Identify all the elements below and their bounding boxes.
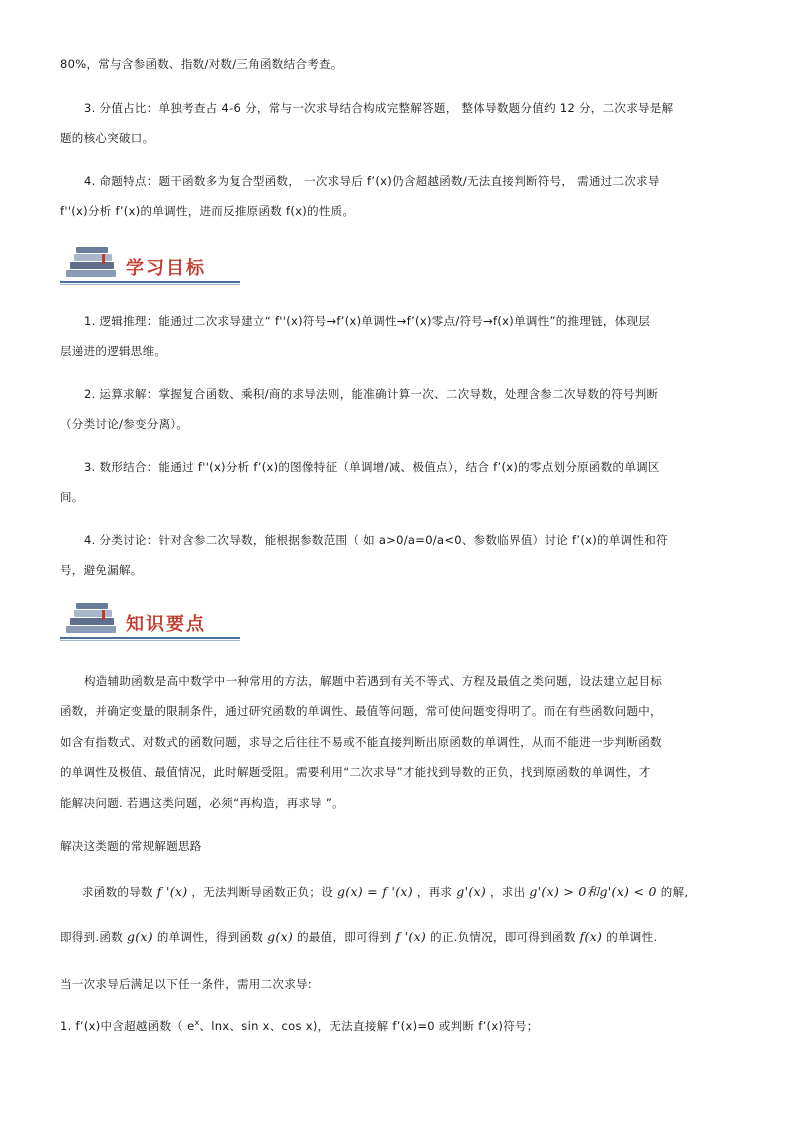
paragraph-line: 如含有指数式、对数式的函数问题，求导之后往往不易或不能直接判断出原函数的单调性，从而不能进一步判断函数 [60, 735, 662, 749]
goal-item-4-cont: 号，避免漏解。 [60, 563, 143, 577]
goal-item-3-cont: 间。 [60, 490, 84, 504]
text-segment: 、lnx、sin x、cos x)，无法直接解 f’(x)=0 或判断 f’(x)符号； [199, 1019, 539, 1033]
section-heading-points [60, 606, 240, 640]
paragraph-line: 能解决问题. 若遇这类问题，必须“再构造，再求导 ”。 [60, 796, 344, 810]
intro-item-3: 3. 分值占比：单独考查占 4-6 分，常与一次求导结合构成完整解答题， 整体导数题分值约 12 分，二次求导是解 [84, 101, 674, 115]
formula: g(x) [267, 929, 294, 944]
paragraph-line: 的单调性及极值、最值情况，此时解题受阻。需要利用“二次求导”才能找到导数的正负，找到原函数的单调性，才 [60, 765, 651, 779]
routine-line-1 [82, 884, 688, 900]
formula: g(x) = f '(x) [336, 884, 413, 899]
paragraph-line: 函数，并确定变量的限制条件，通过研究函数的单调性、最值等问题，常可使问题变得明了。而在有些函数问题中， [60, 704, 662, 718]
text-segment: 的单调性，得到函数 [156, 930, 264, 944]
text-segment: 1. f’(x)中含超越函数（ e [60, 1019, 195, 1033]
heading-underline [60, 281, 240, 283]
text-segment: ，求出 [490, 885, 526, 899]
formula: g'(x) > 0和g'(x) < 0 [529, 884, 657, 899]
paragraph-line: 构造辅助函数是高中数学中一种常用的方法，解题中若遇到有关不等式、方程及最值之类问题，设法建立起目标 [84, 674, 663, 688]
routine-heading: 解决这类题的常规解题思路 [60, 839, 202, 853]
goal-item-3: 3. 数形结合：能通过 f''(x)分析 f’(x)的图像特征（单调增/减、极值点），结合 f’(x)的零点划分原函数的单调区 [84, 460, 660, 474]
section-heading-goals [60, 250, 240, 284]
goal-item-1: 1. 逻辑推理：能通过二次求导建立“ f''(x)符号→f’(x)单调性→f’(x)零点/符号→f(x)单调性”的推理链，体现层 [84, 314, 651, 328]
formula: g(x) [126, 929, 153, 944]
text-segment: ，再求 [416, 885, 453, 899]
text-segment: 的最值，即可得到 [297, 930, 392, 944]
routine-line-2 [60, 929, 657, 945]
section-title: 知识要点 [126, 614, 206, 635]
formula: f '(x) [395, 929, 427, 944]
intro-item-4: 4. 命题特点：题干函数多为复合型函数， 一次求导后 f’(x)仍含超越函数/无法直接判断符号， 需通过二次求导 [84, 174, 660, 188]
text-segment: 求函数的导数 [82, 885, 153, 899]
goal-item-1-cont: 层递进的逻辑思维。 [60, 344, 167, 358]
heading-underline [60, 637, 240, 639]
superscript: x [194, 1018, 200, 1027]
formula: g'(x) [456, 884, 487, 899]
intro-item-3-cont: 题的核心突破口。 [60, 131, 155, 145]
text-segment: 的解, [660, 885, 689, 899]
books-icon [62, 600, 122, 638]
condition-item-1 [60, 1018, 539, 1034]
text-segment: 即得到.函数 [60, 930, 123, 944]
text-segment: 的正.负情况，即可得到函数 [430, 930, 576, 944]
formula: f(x) [579, 929, 603, 944]
goal-item-4: 4. 分类讨论：针对含参二次导数，能根据参数范围（ 如 a>0/a=0/a<0、参数临界值）讨论 f’(x)的单调性和符 [84, 533, 668, 547]
formula: f '(x) [156, 884, 188, 899]
condition-intro: 当一次求导后满足以下任一条件，需用二次求导: [60, 977, 312, 991]
intro-item-4-cont: f''(x)分析 f’(x)的单调性，进而反推原函数 f(x)的性质。 [60, 204, 355, 218]
heading-underline-thin [60, 284, 240, 285]
goal-item-2: 2. 运算求解：掌握复合函数、乘积/商的求导法则，能准确计算一次、二次导数，处理含参二次导数的符号判断 [84, 387, 659, 401]
heading-underline-thin [60, 640, 240, 641]
books-icon [62, 244, 122, 282]
section-title: 学习目标 [126, 258, 206, 279]
text-segment: 的单调性. [606, 930, 658, 944]
goal-item-2-cont: （分类讨论/参变分离）。 [60, 417, 189, 431]
text-segment: ，无法判断导函数正负；设 [191, 885, 333, 899]
intro-line: 80%，常与含参函数、指数/对数/三角函数结合考查。 [60, 57, 343, 71]
